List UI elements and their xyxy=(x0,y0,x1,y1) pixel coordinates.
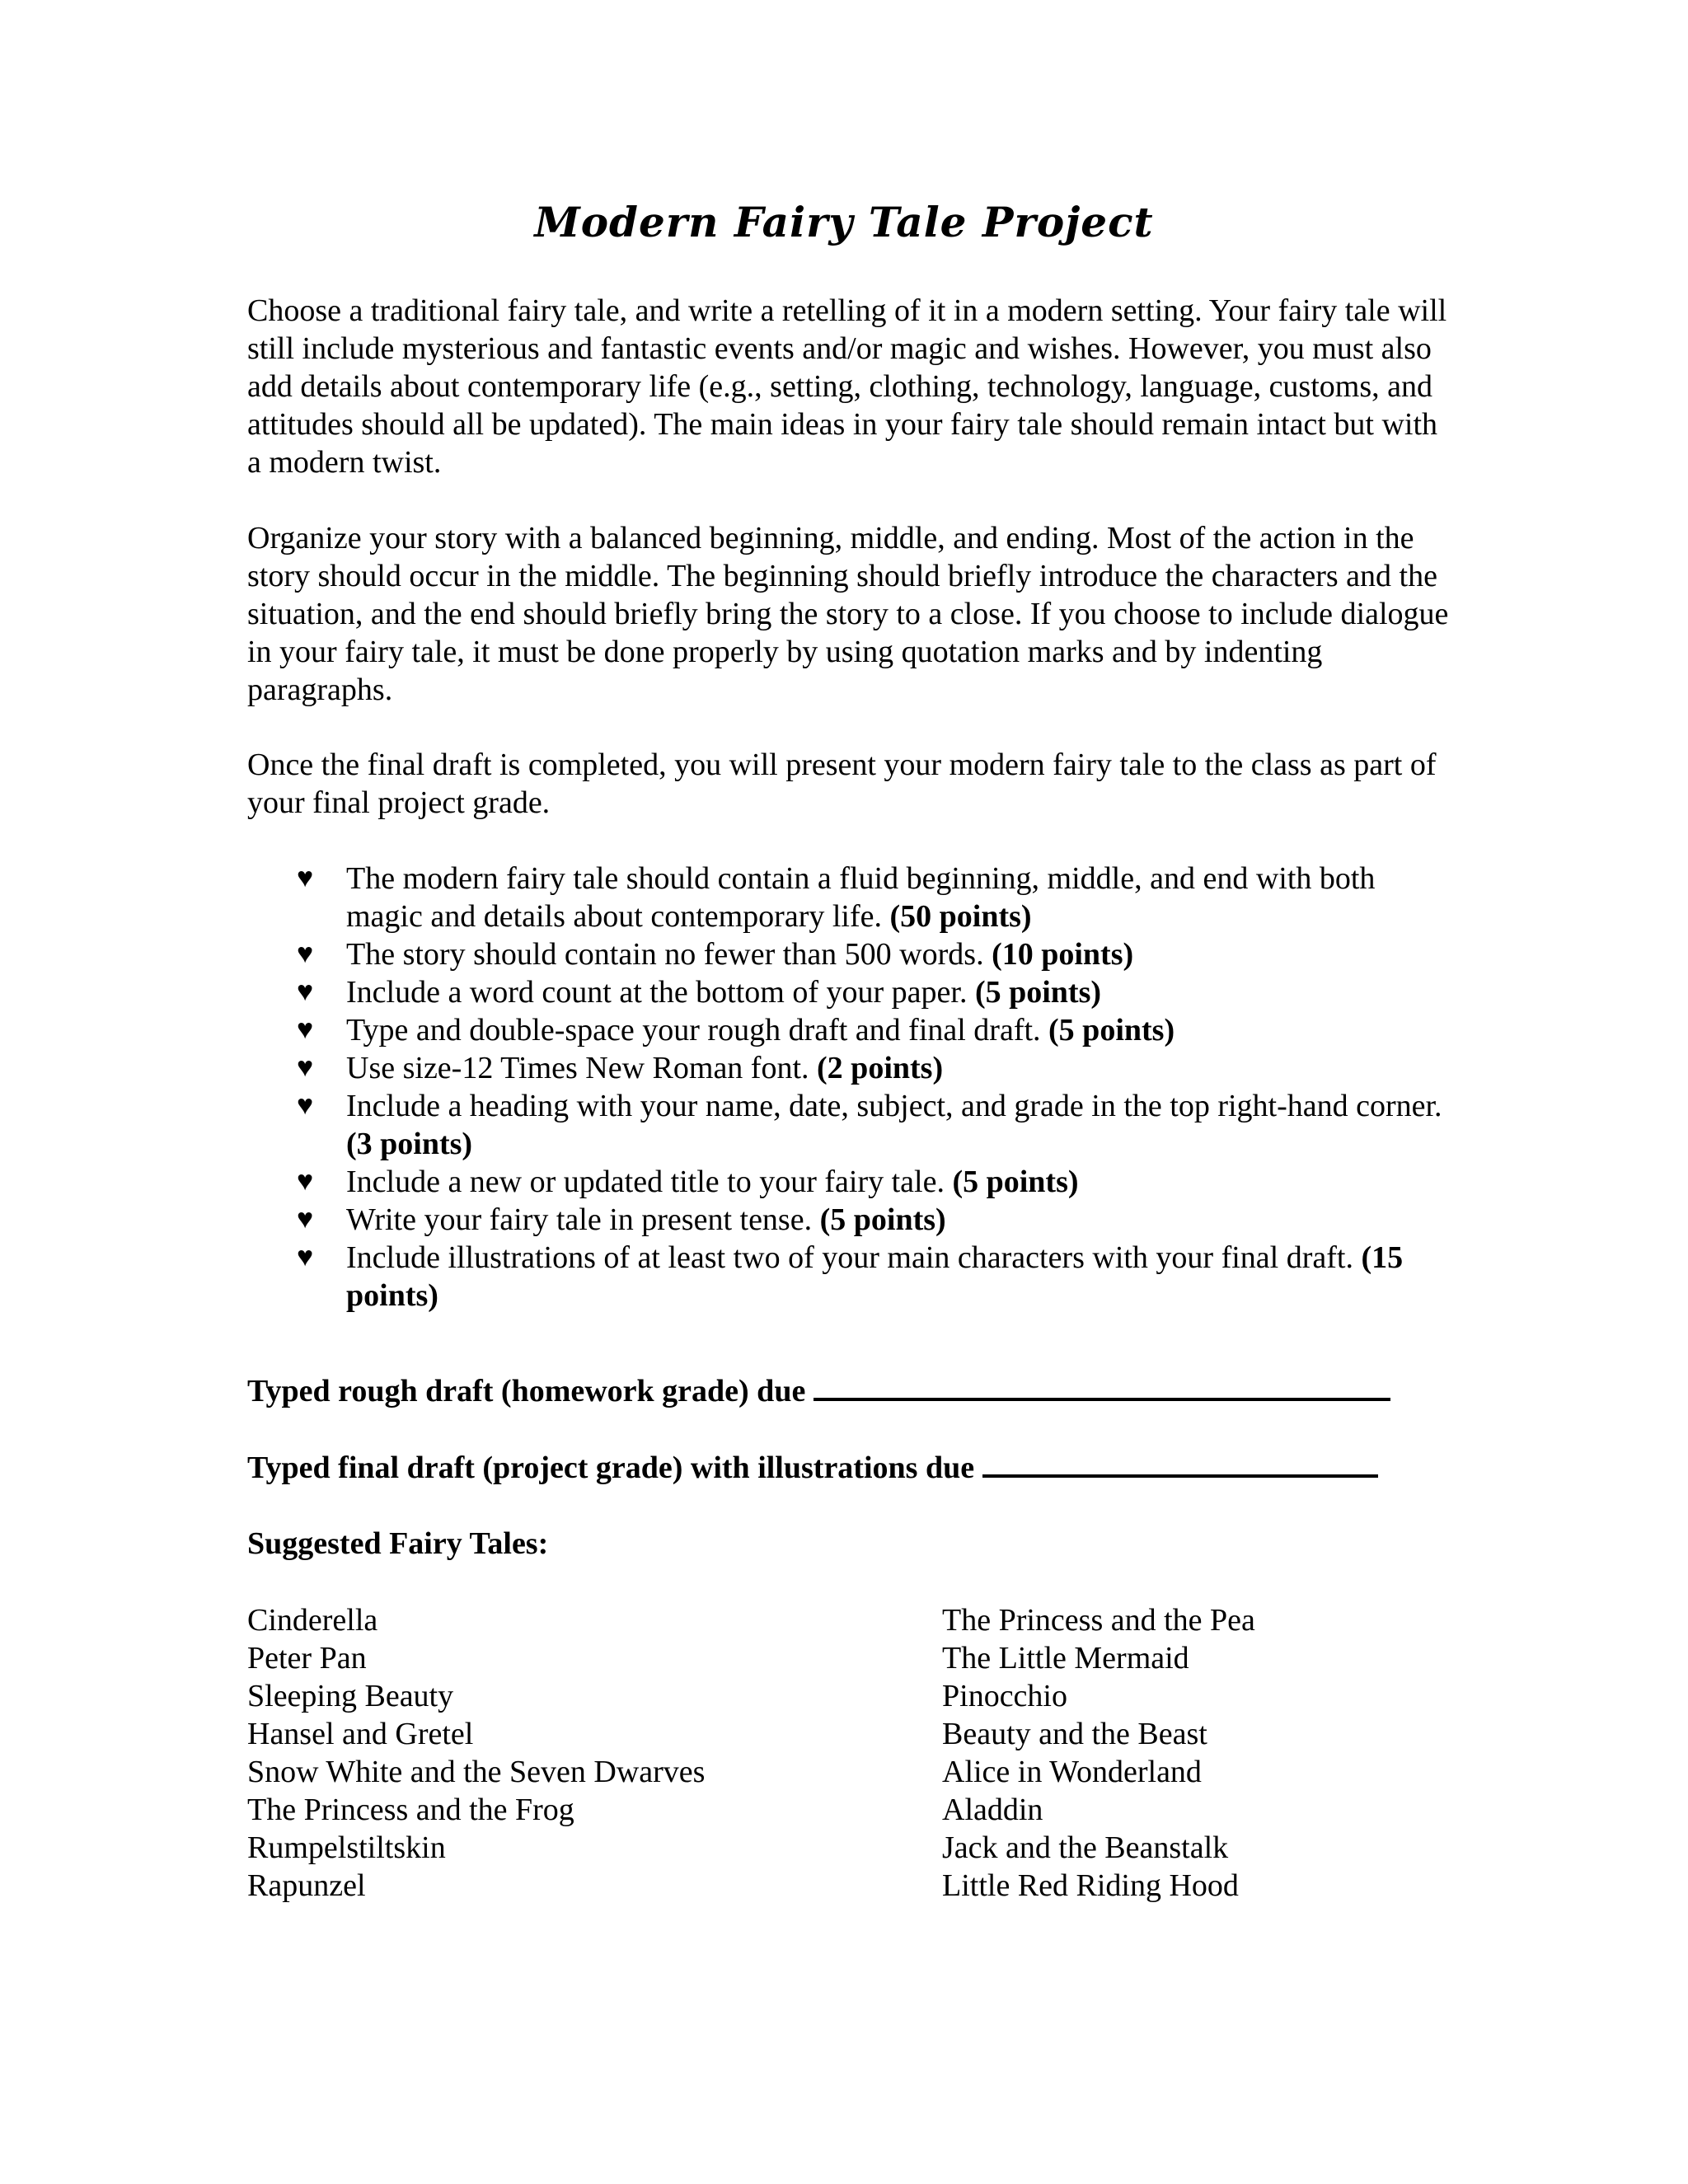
list-item xyxy=(297,1163,1451,1201)
requirement-points: (5 points) xyxy=(952,1165,1079,1199)
list-item: Snow White and the Seven Dwarves xyxy=(247,1755,706,1789)
list-item: Little Red Riding Hood xyxy=(942,1868,1239,1903)
heart-icon: ♥ xyxy=(297,863,314,893)
rough-draft-due-label: Typed rough draft (homework grade) due xyxy=(247,1374,806,1408)
heart-icon: ♥ xyxy=(297,1166,314,1197)
list-item xyxy=(297,1239,1451,1315)
list-item xyxy=(297,860,1451,935)
requirement-text: Use size-12 Times New Roman font. xyxy=(346,1051,818,1085)
list-item: The Princess and the Frog xyxy=(247,1793,574,1827)
final-draft-due-blank xyxy=(982,1450,1378,1478)
requirement-points: (10 points) xyxy=(992,937,1134,972)
requirement-points: (3 points) xyxy=(346,1127,473,1161)
list-item: Pinocchio xyxy=(942,1679,1067,1713)
list-item xyxy=(297,935,1451,973)
list-item: Hansel and Gretel xyxy=(247,1717,474,1751)
list-item: Beauty and the Beast xyxy=(942,1717,1207,1751)
requirement-text: The story should contain no fewer than 500 words. xyxy=(346,937,992,972)
heart-icon: ♥ xyxy=(297,1052,314,1083)
list-item: Rapunzel xyxy=(247,1868,366,1903)
list-item: Sleeping Beauty xyxy=(247,1679,454,1713)
list-item xyxy=(297,1049,1451,1087)
list-item: Alice in Wonderland xyxy=(942,1755,1202,1789)
list-item: The Little Mermaid xyxy=(942,1641,1189,1675)
requirement-points: (5 points) xyxy=(1048,1013,1175,1047)
requirement-points: (5 points) xyxy=(819,1202,946,1237)
suggested-list-right xyxy=(942,1601,1519,1905)
requirement-text: Include a new or updated title to your fairy tale. xyxy=(346,1165,953,1199)
list-item xyxy=(297,973,1451,1011)
requirement-text: Include a heading with your name, date, subject, and grade in the top right-hand corner. xyxy=(346,1089,1442,1123)
requirement-text: Include illustrations of at least two of your main characters with your final draft. xyxy=(346,1240,1362,1275)
requirement-text: Include a word count at the bottom of your paper. xyxy=(346,975,975,1010)
heart-icon: ♥ xyxy=(297,1015,314,1045)
list-item: Jack and the Beanstalk xyxy=(942,1830,1229,1865)
requirement-points: (5 points) xyxy=(974,975,1102,1010)
rough-draft-due-blank xyxy=(814,1373,1390,1401)
intro-paragraph: Choose a traditional fairy tale, and write a retelling of it in a modern setting. Your fairy tale will still include mysterious and fantastic events and/or magic and wishes. However, you must also add details about contemporary life (e.g., setting, clothing, technology, language, customs, and attitudes should all be updated). The main ideas in your fairy tale should remain intact but with a modern twist. xyxy=(247,293,1447,480)
list-item: Rumpelstiltskin xyxy=(247,1830,446,1865)
requirements-list xyxy=(297,860,1451,1315)
heart-icon: ♥ xyxy=(297,1242,314,1272)
suggested-list-left xyxy=(247,1601,824,1905)
organization-paragraph: Organize your story with a balanced beginning, middle, and ending. Most of the action in the story should occur in the middle. The beginning should briefly introduce the characters and the situation, and the end should briefly bring the story to a close. If you choose to include dialogue in your fairy tale, it must be done properly by using quotation marks and by indenting paragraphs. xyxy=(247,521,1449,707)
requirement-text: Type and double-space your rough draft and final draft. xyxy=(346,1013,1049,1047)
requirement-points: (50 points) xyxy=(889,899,1032,934)
list-item: The Princess and the Pea xyxy=(942,1603,1255,1638)
requirement-text: The modern fairy tale should contain a fluid beginning, middle, and end with both magic and details about contemporary life. xyxy=(346,861,1376,934)
list-item: Cinderella xyxy=(247,1603,378,1638)
list-item xyxy=(297,1201,1451,1239)
heart-icon: ♥ xyxy=(297,977,314,1007)
suggested-heading: Suggested Fairy Tales: xyxy=(247,1526,549,1561)
requirement-points: (15 points) xyxy=(346,1240,1404,1313)
final-draft-due xyxy=(247,1449,1451,1487)
page-title: Modern Fairy Tale Project xyxy=(534,198,1154,246)
presentation-paragraph: Once the final draft is completed, you will present your modern fairy tale to the class as part of your final project grade. xyxy=(247,748,1437,820)
requirement-text: Write your fairy tale in present tense. xyxy=(346,1202,820,1237)
list-item: Peter Pan xyxy=(247,1641,367,1675)
heart-icon: ♥ xyxy=(297,1204,314,1235)
list-item xyxy=(297,1087,1451,1163)
final-draft-due-label: Typed final draft (project grade) with illustrations due xyxy=(247,1451,975,1485)
list-item: Aladdin xyxy=(942,1793,1043,1827)
heart-icon: ♥ xyxy=(297,1090,314,1121)
list-item xyxy=(297,1011,1451,1049)
requirement-points: (2 points) xyxy=(817,1051,944,1085)
rough-draft-due xyxy=(247,1372,1451,1410)
heart-icon: ♥ xyxy=(297,939,314,969)
